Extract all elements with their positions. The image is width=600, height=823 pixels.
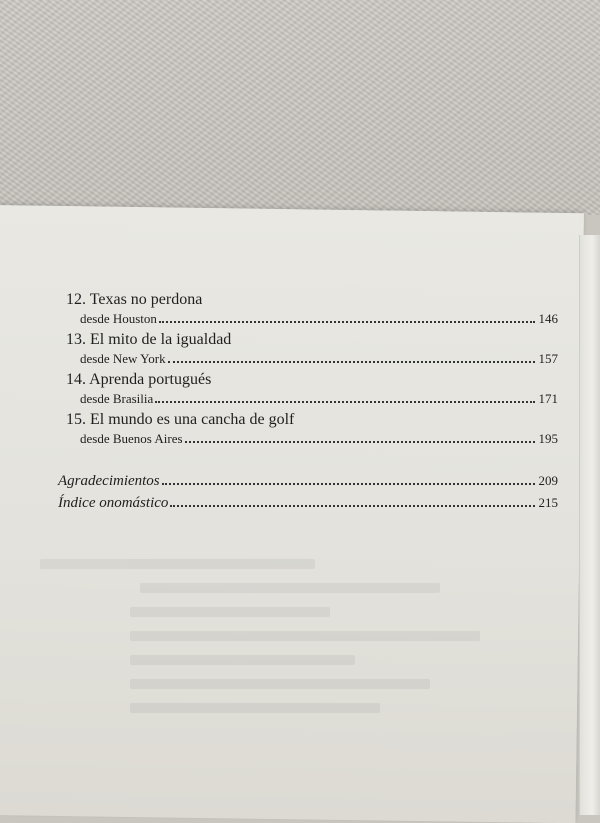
page-number: 146 xyxy=(538,311,558,326)
page-number: 195 xyxy=(538,431,558,446)
chapter-title: 14. Aprenda portugués xyxy=(66,371,212,388)
fabric-background xyxy=(0,0,600,215)
chapter-subtitle-row xyxy=(80,310,558,328)
back-matter-title: Índice onomástico xyxy=(58,495,169,511)
chapter-title: 13. El mito de la igualdad xyxy=(66,331,232,348)
chapter-title: 15. El mundo es una cancha de golf xyxy=(66,411,295,428)
dot-leader xyxy=(170,504,534,507)
page-number: 209 xyxy=(538,473,558,488)
chapter-location: desde Houston xyxy=(80,311,157,326)
chapter-subtitle-row xyxy=(80,430,558,448)
dot-leader xyxy=(168,360,535,363)
table-of-contents xyxy=(58,290,558,514)
toc-entry xyxy=(58,290,558,328)
toc-entry xyxy=(58,330,558,368)
back-matter-row xyxy=(58,470,558,492)
toc-entry xyxy=(58,370,558,408)
page-number: 171 xyxy=(538,391,558,406)
page-number: 215 xyxy=(538,495,558,510)
chapter-title: 12. Texas no perdona xyxy=(66,291,203,308)
back-matter-row xyxy=(58,492,558,514)
toc-entry xyxy=(58,410,558,448)
dot-leader xyxy=(155,400,534,403)
chapter-subtitle-row xyxy=(80,350,558,368)
back-matter-title: Agradecimientos xyxy=(58,473,160,489)
chapter-location: desde Buenos Aires xyxy=(80,431,183,446)
chapter-location: desde Brasilia xyxy=(80,391,154,406)
dot-leader xyxy=(159,320,535,323)
chapter-location: desde New York xyxy=(80,351,166,366)
page-number: 157 xyxy=(538,351,558,366)
page-edge xyxy=(579,235,600,815)
dot-leader xyxy=(185,440,535,443)
dot-leader xyxy=(162,482,535,485)
chapter-subtitle-row xyxy=(80,390,558,408)
